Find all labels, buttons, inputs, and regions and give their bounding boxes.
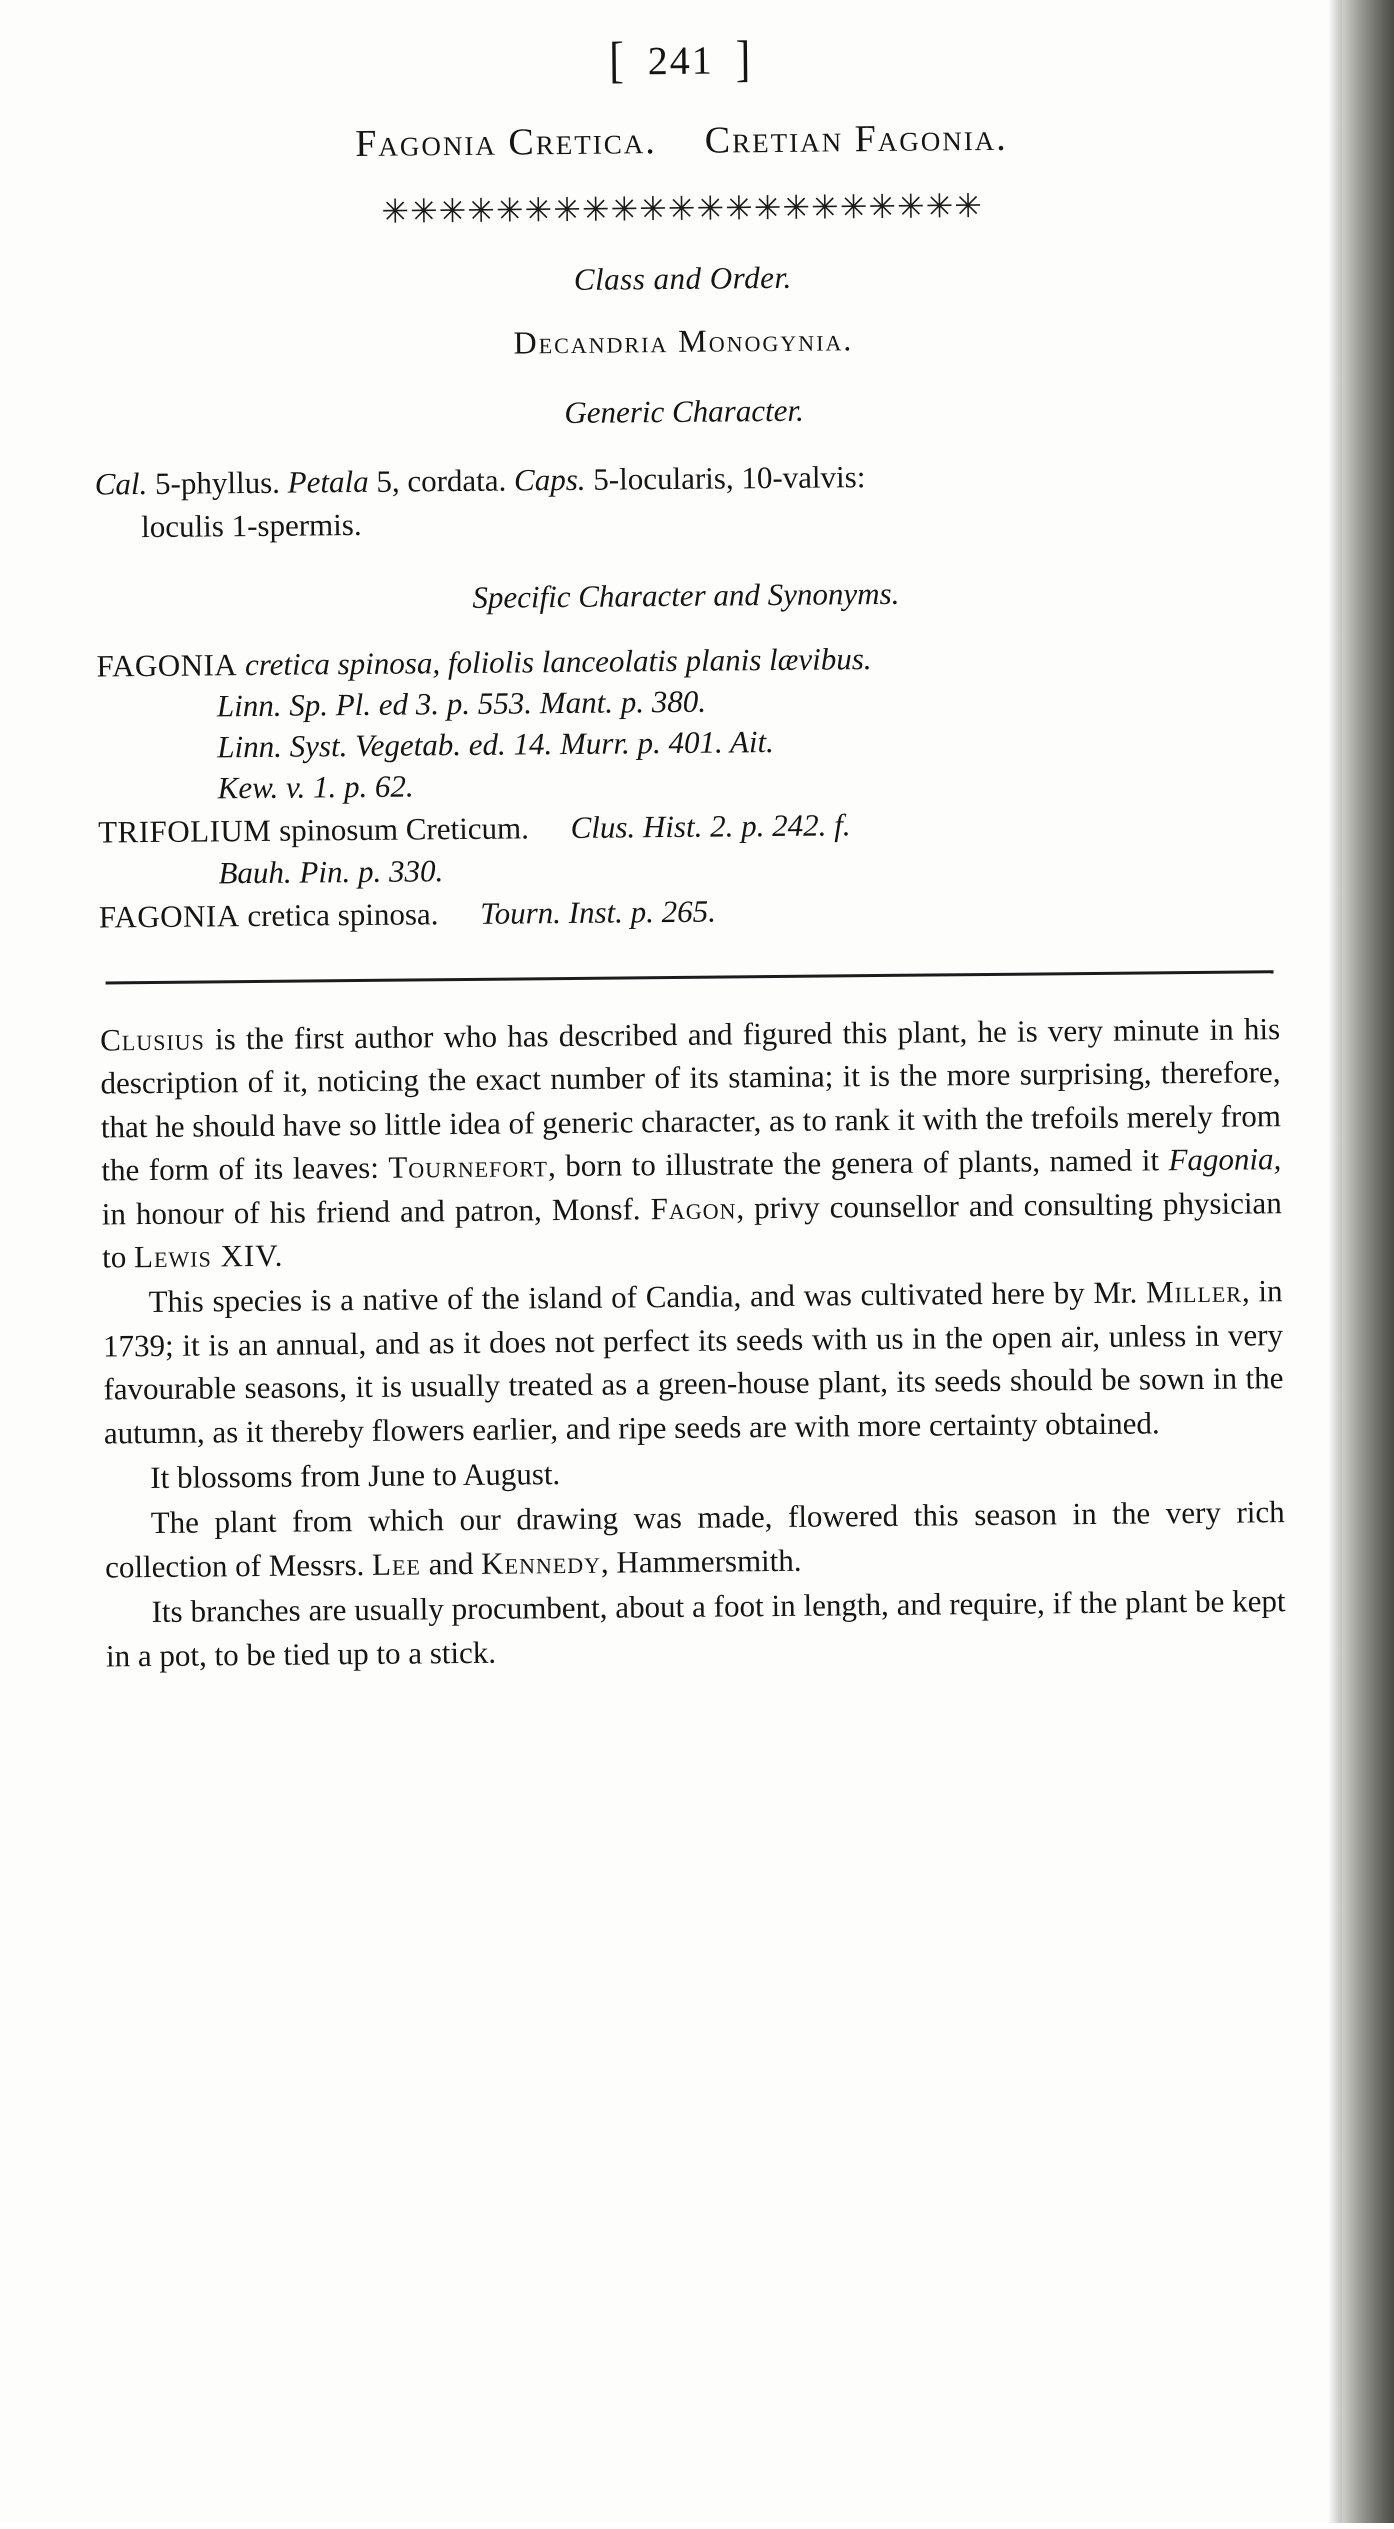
synonym-genus: FAGONIA bbox=[98, 898, 240, 935]
synonym-description: spinosum Creticum. bbox=[271, 810, 530, 849]
page-number: 241 bbox=[647, 37, 714, 84]
person-name: Miller bbox=[1145, 1273, 1243, 1310]
paragraph-text: This species is a native of the island of Candia, and was cultivated here by Mr. bbox=[148, 1274, 1147, 1320]
synonym-list bbox=[96, 634, 1279, 938]
synonym-reference: Bauh. Pin. p. 330. bbox=[218, 852, 444, 890]
paragraph-text: , born to illustrate the genera of plants, named it bbox=[547, 1142, 1169, 1184]
generic-caps-abbrev: Caps. bbox=[513, 461, 586, 498]
title-latin-name: Fagonia Cretica. bbox=[355, 120, 657, 166]
paragraph-text: and bbox=[420, 1545, 482, 1582]
generic-petala-text: 5, cordata. bbox=[368, 462, 515, 499]
paragraph-text: in honour of his friend and patron, Monsf. bbox=[101, 1190, 651, 1232]
person-name: Lee bbox=[371, 1546, 422, 1582]
specific-character-label: Specific Character and Synonyms. bbox=[472, 575, 900, 615]
generic-cal-abbrev: Cal. bbox=[94, 466, 148, 502]
person-name: Tournefort bbox=[388, 1148, 549, 1185]
paragraph-text: is the first author who has described and figured this plant, he is very minute in his description of it, noticing the exact number of its stamina; it is the more surprising, therefore, that he should have so little idea of generic character, as to rank it with the trefoils merely from the form of its leaves: bbox=[100, 1011, 1282, 1188]
synonym-reference-inline: Tourn. Inst. p. 265. bbox=[480, 893, 717, 931]
generic-cal-text: 5-phyllus. bbox=[147, 464, 288, 502]
paragraph bbox=[105, 1491, 1286, 1589]
synonym-genus: TRIFOLIUM bbox=[97, 813, 272, 850]
synonym-reference: Linn. Sp. Pl. ed 3. p. 553. Mant. p. 380. bbox=[216, 683, 707, 724]
generic-character-line2: loculis 1-spermis. bbox=[141, 506, 362, 544]
paragraph bbox=[102, 1270, 1284, 1455]
horizontal-rule bbox=[106, 970, 1274, 984]
paragraph: Its branches are usually procumbent, about a foot in length, and require, if the plant be kept in a pot, to be tied up to a stick. bbox=[105, 1583, 1286, 1674]
synonym-reference-inline: Clus. Hist. 2. p. 242. f. bbox=[570, 807, 851, 846]
synonym-reference: Kew. v. 1. p. 62. bbox=[217, 768, 414, 806]
generic-petala-abbrev: Petala bbox=[287, 463, 369, 500]
synonym-genus: FAGONIA bbox=[96, 646, 238, 684]
synonym-reference: Linn. Syst. Vegetab. ed. 14. Murr. p. 401. Ait. bbox=[217, 723, 774, 765]
paragraph-text: The plant from which our drawing was made, flowered this season in the very rich collection of Messrs. bbox=[105, 1494, 1285, 1585]
class-and-order-value: Decandria Monogynia. bbox=[513, 321, 854, 361]
genus-italic: Fagonia, bbox=[1168, 1141, 1282, 1178]
paragraph-text: , Hammersmith. bbox=[600, 1542, 802, 1580]
page-title bbox=[91, 113, 1271, 168]
generic-character-label: Generic Character. bbox=[564, 392, 804, 431]
paragraph-text: , in 1739; it is an annual, and as it does not perfect its seeds with us in the open air, unless in very favourable seasons, it is usually treated as a green-house plant, its seeds should be sown in the autumn, as it thereby flowers earlier, and ripe seeds are with more certainty obtained. bbox=[102, 1273, 1284, 1451]
synonym-description: cretica spinosa, foliolis lanceolatis planis lævibus. bbox=[237, 640, 872, 682]
person-name: Lewis XIV. bbox=[133, 1237, 284, 1275]
synonym-entry bbox=[96, 634, 1278, 810]
lead-word: Clusius bbox=[99, 1021, 205, 1058]
page-number-line bbox=[91, 28, 1271, 90]
person-name: Kennedy bbox=[480, 1544, 602, 1581]
bracket-left: [ bbox=[608, 31, 626, 89]
title-english-name: Cretian Fagonia. bbox=[704, 116, 1008, 162]
paragraph-text: , privy counsellor and consulting physician to bbox=[102, 1184, 1282, 1275]
synonym-description: cretica spinosa. bbox=[239, 896, 439, 934]
scan-gutter bbox=[1342, 0, 1394, 2523]
class-and-order-label: Class and Order. bbox=[573, 259, 792, 297]
synonym-entry bbox=[99, 885, 1279, 938]
generic-character-text bbox=[95, 452, 1276, 549]
paragraph bbox=[100, 1007, 1282, 1279]
scan-gutter-shadow bbox=[1328, 0, 1342, 2523]
bracket-right: ] bbox=[735, 30, 753, 88]
person-name: Fagon bbox=[650, 1190, 737, 1226]
asterisk-ornament: ✳✳✳✳✳✳✳✳✳✳✳✳✳✳✳✳✳✳✳✳✳ bbox=[381, 188, 984, 231]
body-text bbox=[100, 1007, 1286, 1677]
paragraph: It blossoms from June to August. bbox=[150, 1456, 561, 1496]
synonym-entry bbox=[98, 801, 1279, 895]
generic-caps-text: 5-locularis, 10-valvis: bbox=[585, 459, 866, 497]
